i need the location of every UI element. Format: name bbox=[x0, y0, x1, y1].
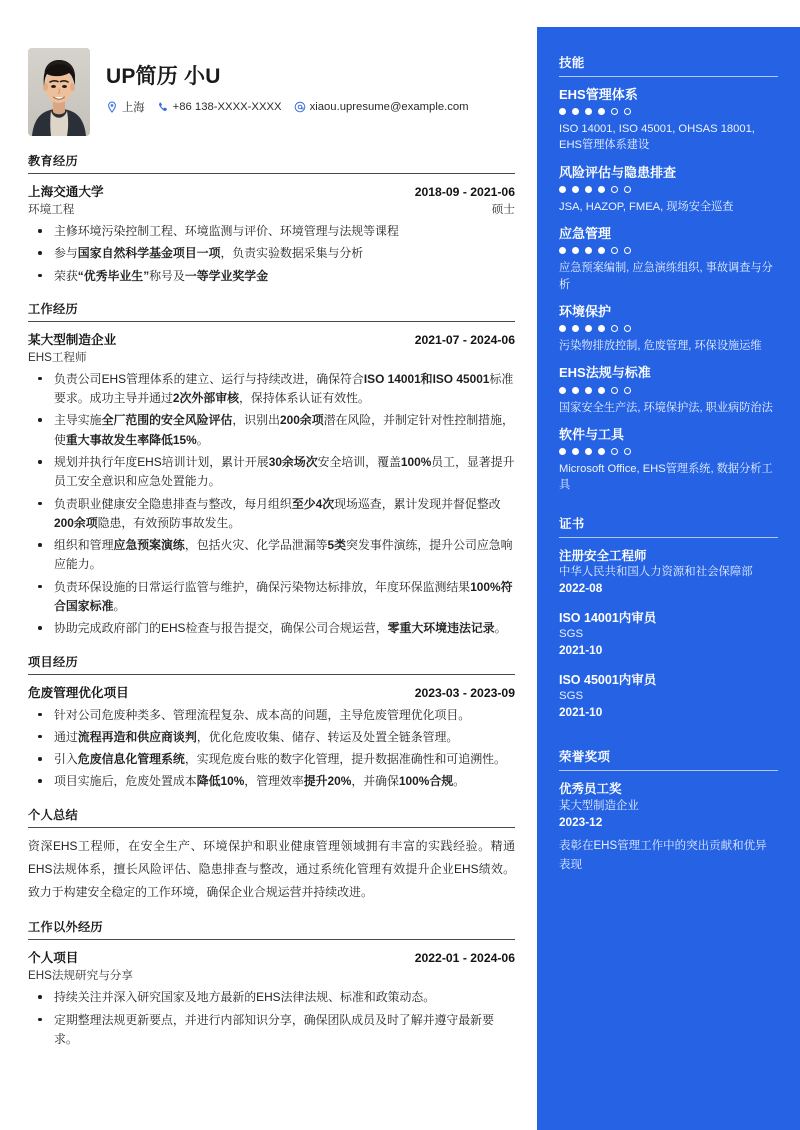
skill-rating-dots bbox=[559, 387, 778, 394]
page-title: UP简历 小U bbox=[106, 65, 221, 88]
location-pin-icon bbox=[106, 101, 118, 113]
rating-dot-filled bbox=[559, 387, 566, 394]
section-title-summary: 个人总结 bbox=[28, 806, 515, 828]
sidebar-title-skills: 技能 bbox=[559, 53, 778, 77]
rating-dot-empty bbox=[611, 247, 618, 254]
education-date: 2018-09 - 2021-06 bbox=[414, 185, 515, 199]
rating-dot-filled bbox=[572, 108, 579, 115]
project-name: 危废管理优化项目 bbox=[28, 685, 129, 700]
at-email-icon bbox=[294, 101, 306, 113]
resume-header bbox=[28, 48, 515, 136]
skill-description: 国家安全生产法, 环境保护法, 职业病防治法 bbox=[559, 401, 773, 414]
contact-email-text: xiaou.upresume@example.com bbox=[309, 101, 469, 113]
sidebar-title-certificates: 证书 bbox=[559, 514, 778, 538]
skill-description: JSA, HAZOP, FMEA, 现场安全巡查 bbox=[559, 200, 734, 213]
extra-role: EHS法规研究与分享 bbox=[28, 969, 133, 983]
skill-rating-dots bbox=[559, 448, 778, 455]
bullet-item: 荣获“优秀毕业生”称号及一等学业奖学金 bbox=[28, 267, 515, 286]
section-title-extra: 工作以外经历 bbox=[28, 918, 515, 940]
project-bullets bbox=[28, 706, 515, 792]
rating-dot-filled bbox=[585, 325, 592, 332]
sidebar-block-date: 2022-08 bbox=[559, 580, 603, 595]
work-bullets bbox=[28, 370, 515, 639]
skill-rating-dots bbox=[559, 186, 778, 193]
sidebar-block bbox=[559, 548, 778, 597]
contact-list bbox=[106, 99, 477, 115]
rating-dot-empty bbox=[624, 387, 631, 394]
spacer bbox=[559, 734, 778, 747]
extra-date: 2022-01 - 2024-06 bbox=[414, 951, 515, 966]
contact-location bbox=[106, 99, 145, 115]
work-entry bbox=[28, 329, 515, 639]
sidebar-block bbox=[559, 672, 778, 721]
rating-dot-filled bbox=[572, 448, 579, 455]
bullet-item: 主导实施全厂范围的安全风险评估，识别出200余项潜在风险，并制定针对性控制措施，使重大事故发生率降低15%。 bbox=[28, 411, 515, 450]
bullet-item: 主修环境污染控制工程、环境监测与评价、环境管理与法规等课程 bbox=[28, 222, 515, 241]
rating-dot-empty bbox=[624, 448, 631, 455]
skill-description: Microsoft Office, EHS管理系统, 数据分析工具 bbox=[559, 463, 773, 492]
rating-dot-filled bbox=[559, 325, 566, 332]
education-major: 环境工程 bbox=[28, 203, 75, 216]
rating-dot-filled bbox=[598, 325, 605, 332]
rating-dot-filled bbox=[572, 186, 579, 193]
header-text bbox=[106, 48, 477, 115]
skill-name: 软件与工具 bbox=[559, 426, 625, 442]
rating-dot-empty bbox=[624, 247, 631, 254]
contact-phone bbox=[157, 101, 282, 113]
section-work bbox=[28, 300, 515, 639]
rating-dot-filled bbox=[598, 186, 605, 193]
sidebar-block-date: 2021-10 bbox=[559, 643, 603, 658]
sidebar-block-issuer: 某大型制造企业 bbox=[559, 799, 639, 812]
contact-phone-text: +86 138-XXXX-XXXX bbox=[172, 101, 282, 113]
skill-item bbox=[559, 165, 778, 215]
sidebar-title-awards: 荣誉奖项 bbox=[559, 747, 778, 771]
skill-item bbox=[559, 87, 778, 154]
section-projects bbox=[28, 653, 515, 792]
awards-list bbox=[559, 781, 778, 874]
sidebar-block-note: 表彰在EHS管理工作中的突出贡献和优异表现 bbox=[559, 840, 767, 872]
work-role: EHS工程师 bbox=[28, 350, 87, 364]
rating-dot-filled bbox=[572, 325, 579, 332]
rating-dot-empty bbox=[611, 325, 618, 332]
rating-dot-empty bbox=[611, 387, 618, 394]
skill-name: 环境保护 bbox=[559, 303, 612, 319]
bullet-item: 负责职业健康安全隐患排查与整改，每月组织至少4次现场巡查，累计发现并督促整改200余项隐患，有效预防事故发生。 bbox=[28, 495, 515, 534]
bullet-item: 协助完成政府部门的EHS检查与报告提交，确保公司合规运营，零重大环境违法记录。 bbox=[28, 619, 515, 638]
skill-item bbox=[559, 304, 778, 354]
section-extra bbox=[28, 918, 515, 1049]
rating-dot-empty bbox=[611, 186, 618, 193]
bullet-item: 负责环保设施的日常运行监管与维护，确保污染物达标排放，年度环保监测结果100%符合国家标准。 bbox=[28, 578, 515, 617]
section-title-work: 工作经历 bbox=[28, 300, 515, 322]
rating-dot-empty bbox=[611, 108, 618, 115]
skill-description: 污染物排放控制, 危废管理, 环保设施运维 bbox=[559, 340, 762, 353]
skill-item bbox=[559, 226, 778, 293]
rating-dot-empty bbox=[624, 108, 631, 115]
rating-dot-filled bbox=[572, 247, 579, 254]
extra-bullets bbox=[28, 988, 515, 1049]
sidebar-block bbox=[559, 781, 778, 874]
rating-dot-filled bbox=[559, 247, 566, 254]
bullet-item: 定期整理法规更新要点，并进行内部知识分享，确保团队成员及时了解并遵守最新要求。 bbox=[28, 1011, 515, 1050]
contact-location-text: 上海 bbox=[122, 102, 145, 114]
summary-text: 资深EHS工程师，在安全生产、环境保护和职业健康管理领域拥有丰富的实践经验。精通EHS法规体系，擅长风险评估、隐患排查与整改，通过系统化管理有效提升企业EHS绩效。致力于构建安全稳定的工作环境，确保企业合规运营并持续改进。 bbox=[28, 838, 515, 900]
contact-email bbox=[294, 101, 469, 113]
spacer bbox=[559, 505, 778, 514]
rating-dot-filled bbox=[585, 247, 592, 254]
work-org: 某大型制造企业 bbox=[28, 332, 117, 347]
rating-dot-filled bbox=[585, 448, 592, 455]
skill-name: 应急管理 bbox=[559, 226, 612, 242]
work-date: 2021-07 - 2024-06 bbox=[414, 332, 515, 347]
extra-name: 个人项目 bbox=[28, 951, 79, 966]
sidebar bbox=[537, 27, 800, 1130]
section-title-education: 教育经历 bbox=[28, 152, 515, 174]
skill-description: ISO 14001, ISO 45001, OHSAS 18001, EHS管理体系建设 bbox=[559, 123, 755, 152]
rating-dot-filled bbox=[598, 108, 605, 115]
bullet-item: 持续关注并深入研究国家及地方最新的EHS法律法规、标准和政策动态。 bbox=[28, 988, 515, 1007]
bullet-item: 参与国家自然科学基金项目一项，负责实验数据采集与分析 bbox=[28, 244, 515, 263]
rating-dot-filled bbox=[585, 387, 592, 394]
sidebar-block-date: 2021-10 bbox=[559, 705, 603, 720]
rating-dot-filled bbox=[585, 186, 592, 193]
bullet-item: 引入危废信息化管理系统，实现危废台账的数字化管理，提升数据准确性和可追溯性。 bbox=[28, 750, 515, 769]
sidebar-block bbox=[559, 610, 778, 659]
rating-dot-filled bbox=[572, 387, 579, 394]
section-summary bbox=[28, 806, 515, 905]
sidebar-block-title: 注册安全工程师 bbox=[559, 548, 647, 563]
rating-dot-filled bbox=[598, 448, 605, 455]
skill-rating-dots bbox=[559, 325, 778, 332]
skill-item bbox=[559, 365, 778, 415]
rating-dot-filled bbox=[598, 247, 605, 254]
sidebar-block-date: 2023-12 bbox=[559, 814, 603, 829]
skill-name: EHS法规与标准 bbox=[559, 365, 651, 381]
bullet-item: 组织和管理应急预案演练，包括火灾、化学品泄漏等5类突发事件演练，提升公司应急响应能力。 bbox=[28, 536, 515, 575]
bullet-item: 规划并执行年度EHS培训计划，累计开展30余场次安全培训，覆盖100%员工，显著提升员工安全意识和应急处置能力。 bbox=[28, 453, 515, 492]
skill-name: EHS管理体系 bbox=[559, 87, 638, 102]
bullet-item: 项目实施后，危废处置成本降低10%，管理效率提升20%，并确保100%合规。 bbox=[28, 772, 515, 791]
section-education bbox=[28, 152, 515, 286]
phone-icon bbox=[157, 101, 169, 113]
bullet-item: 负责公司EHS管理体系的建立、运行与持续改进，确保符合ISO 14001和ISO 45001标准要求。成功主导并通过2次外部审核，保持体系认证有效性。 bbox=[28, 370, 515, 409]
skills-list bbox=[559, 87, 778, 494]
sidebar-block-issuer: SGS bbox=[559, 628, 584, 641]
sidebar-block-title: ISO 14001内审员 bbox=[559, 610, 657, 625]
extra-entry bbox=[28, 947, 515, 1049]
rating-dot-filled bbox=[598, 387, 605, 394]
rating-dot-filled bbox=[559, 448, 566, 455]
bullet-item: 针对公司危废种类多、管理流程复杂、成本高的问题，主导危废管理优化项目。 bbox=[28, 706, 515, 725]
education-bullets bbox=[28, 222, 515, 286]
rating-dot-filled bbox=[559, 186, 566, 193]
sidebar-block-title: ISO 45001内审员 bbox=[559, 673, 657, 688]
section-title-projects: 项目经历 bbox=[28, 653, 515, 675]
project-date: 2023-03 - 2023-09 bbox=[414, 685, 515, 700]
skill-rating-dots bbox=[559, 108, 778, 115]
sidebar-block-issuer: SGS bbox=[559, 690, 584, 703]
skill-rating-dots bbox=[559, 247, 778, 254]
skill-description: 应急预案编制, 应急演练组织, 事故调查与分析 bbox=[559, 262, 773, 291]
education-degree: 硕士 bbox=[491, 203, 515, 216]
rating-dot-filled bbox=[585, 108, 592, 115]
bullet-item: 通过流程再造和供应商谈判，优化危废收集、储存、转运及处置全链条管理。 bbox=[28, 728, 515, 747]
certificates-list bbox=[559, 548, 778, 722]
skill-name: 风险评估与隐患排查 bbox=[559, 164, 677, 180]
rating-dot-empty bbox=[611, 448, 618, 455]
skill-item bbox=[559, 427, 778, 494]
sidebar-block-issuer: 中华人民共和国人力资源和社会保障部 bbox=[559, 565, 753, 578]
rating-dot-filled bbox=[559, 108, 566, 115]
education-org: 上海交通大学 bbox=[28, 185, 104, 199]
rating-dot-empty bbox=[624, 186, 631, 193]
project-entry bbox=[28, 682, 515, 792]
rating-dot-empty bbox=[624, 325, 631, 332]
avatar bbox=[28, 48, 90, 136]
education-entry bbox=[28, 181, 515, 286]
sidebar-block-title: 优秀员工奖 bbox=[559, 782, 622, 797]
